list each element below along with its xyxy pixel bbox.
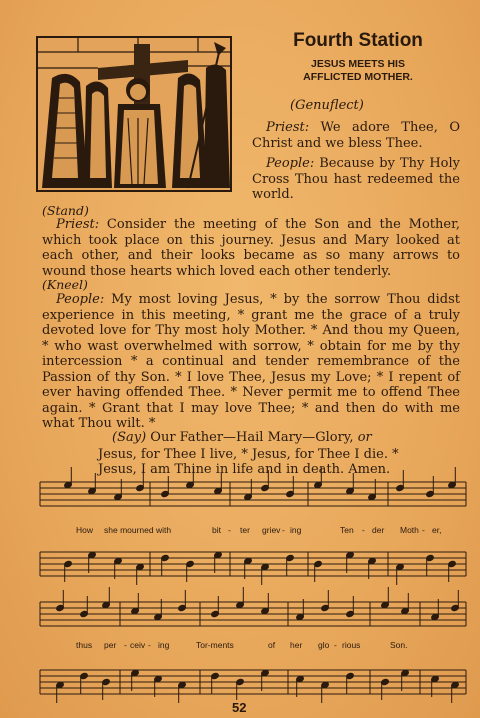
priest2-label: Priest: [56, 217, 100, 232]
people-text: Because by Thy Holy Cross Thou hast redeemed the world. [252, 156, 460, 202]
lyric-syllable: - [228, 525, 231, 535]
lyric-syllable: her [290, 640, 303, 650]
lyric-syllable: - [422, 525, 425, 535]
say-text: Our Father—Hail Mary—Glory, [146, 430, 358, 445]
lyric-syllable: er, [432, 525, 442, 535]
lyric-syllable: - [362, 525, 365, 535]
subtitle-line-1: JESUS MEETS HIS [311, 58, 405, 70]
ejaculation-line-2: Jesus, I am Thine in life and in death. Amen. [98, 462, 391, 477]
lyric-syllable: - [124, 640, 127, 650]
people-label: People: [266, 156, 315, 171]
page-number: 52 [232, 700, 247, 715]
lyric-syllable: ing [158, 640, 170, 650]
say-label: (Say) [112, 430, 147, 445]
stand-rubric: (Stand) [42, 203, 89, 218]
lyric-syllable: Son. [390, 640, 408, 650]
lyric-syllable: of [268, 640, 276, 650]
ejaculation-line-1: Jesus, for Thee I live, * Jesus, for Thee I die. * [98, 447, 399, 462]
lyric-syllable: - [148, 640, 151, 650]
lyric-syllable: - [282, 525, 285, 535]
lyric-syllable: bit [212, 525, 221, 535]
priest-label: Priest: [266, 120, 310, 135]
lyric-syllable: Ten [340, 525, 354, 535]
lyric-syllable: thus [76, 640, 93, 650]
lyric-syllable: ter [240, 525, 250, 535]
subtitle-line-2: AFFLICTED MOTHER. [303, 71, 413, 83]
lyric-syllable: Moth [400, 525, 419, 535]
kneel-rubric: (Kneel) [42, 277, 88, 292]
people2-label: People: [56, 292, 105, 307]
lyric-syllable: der [372, 525, 385, 535]
lyric-syllable: Tor-ments [196, 640, 234, 650]
priest-text: We adore Thee, O Christ and we bless Thee. [252, 120, 460, 151]
lyric-syllable: How [76, 525, 94, 535]
priest2-text: Consider the meeting of the Son and the Mother, which took place on this journey. Jesus and Mary looked at each other, and their looks became as so many arrows to wound those hearts which loved each other tenderly. [42, 217, 460, 279]
say-or: or [357, 430, 372, 445]
lyric-syllable: ceiv [130, 640, 146, 650]
lyric-syllable: per [104, 640, 117, 650]
people2-text: My most loving Jesus, * by the sorrow Thou didst experience in this meeting, * grant me the grace of a truly devoted love for Thy most holy Mother. * And thou my Queen, * who wast overwhelmed with sorrow, * obtain for me by thy intercession * a continual and tender remembrance of the Passion of thy Son. * I love Thee, Jesus my Love; * I repent of ever having offended Thee. * Never permit me to offend Thee again. * Grant that I may love Thee; * and then do with me what Thou wilt. * [42, 292, 460, 431]
station-title: Fourth Station [293, 30, 423, 51]
lyric-syllable: she mourned with [104, 525, 172, 535]
lyric-syllable: griev [262, 525, 281, 535]
lyric-syllable: glo [318, 640, 330, 650]
genuflect-rubric: (Genuflect) [290, 98, 364, 113]
lyric-syllable: rious [342, 640, 361, 650]
lyric-syllable: ing [290, 525, 302, 535]
lyric-syllable: - [334, 640, 337, 650]
